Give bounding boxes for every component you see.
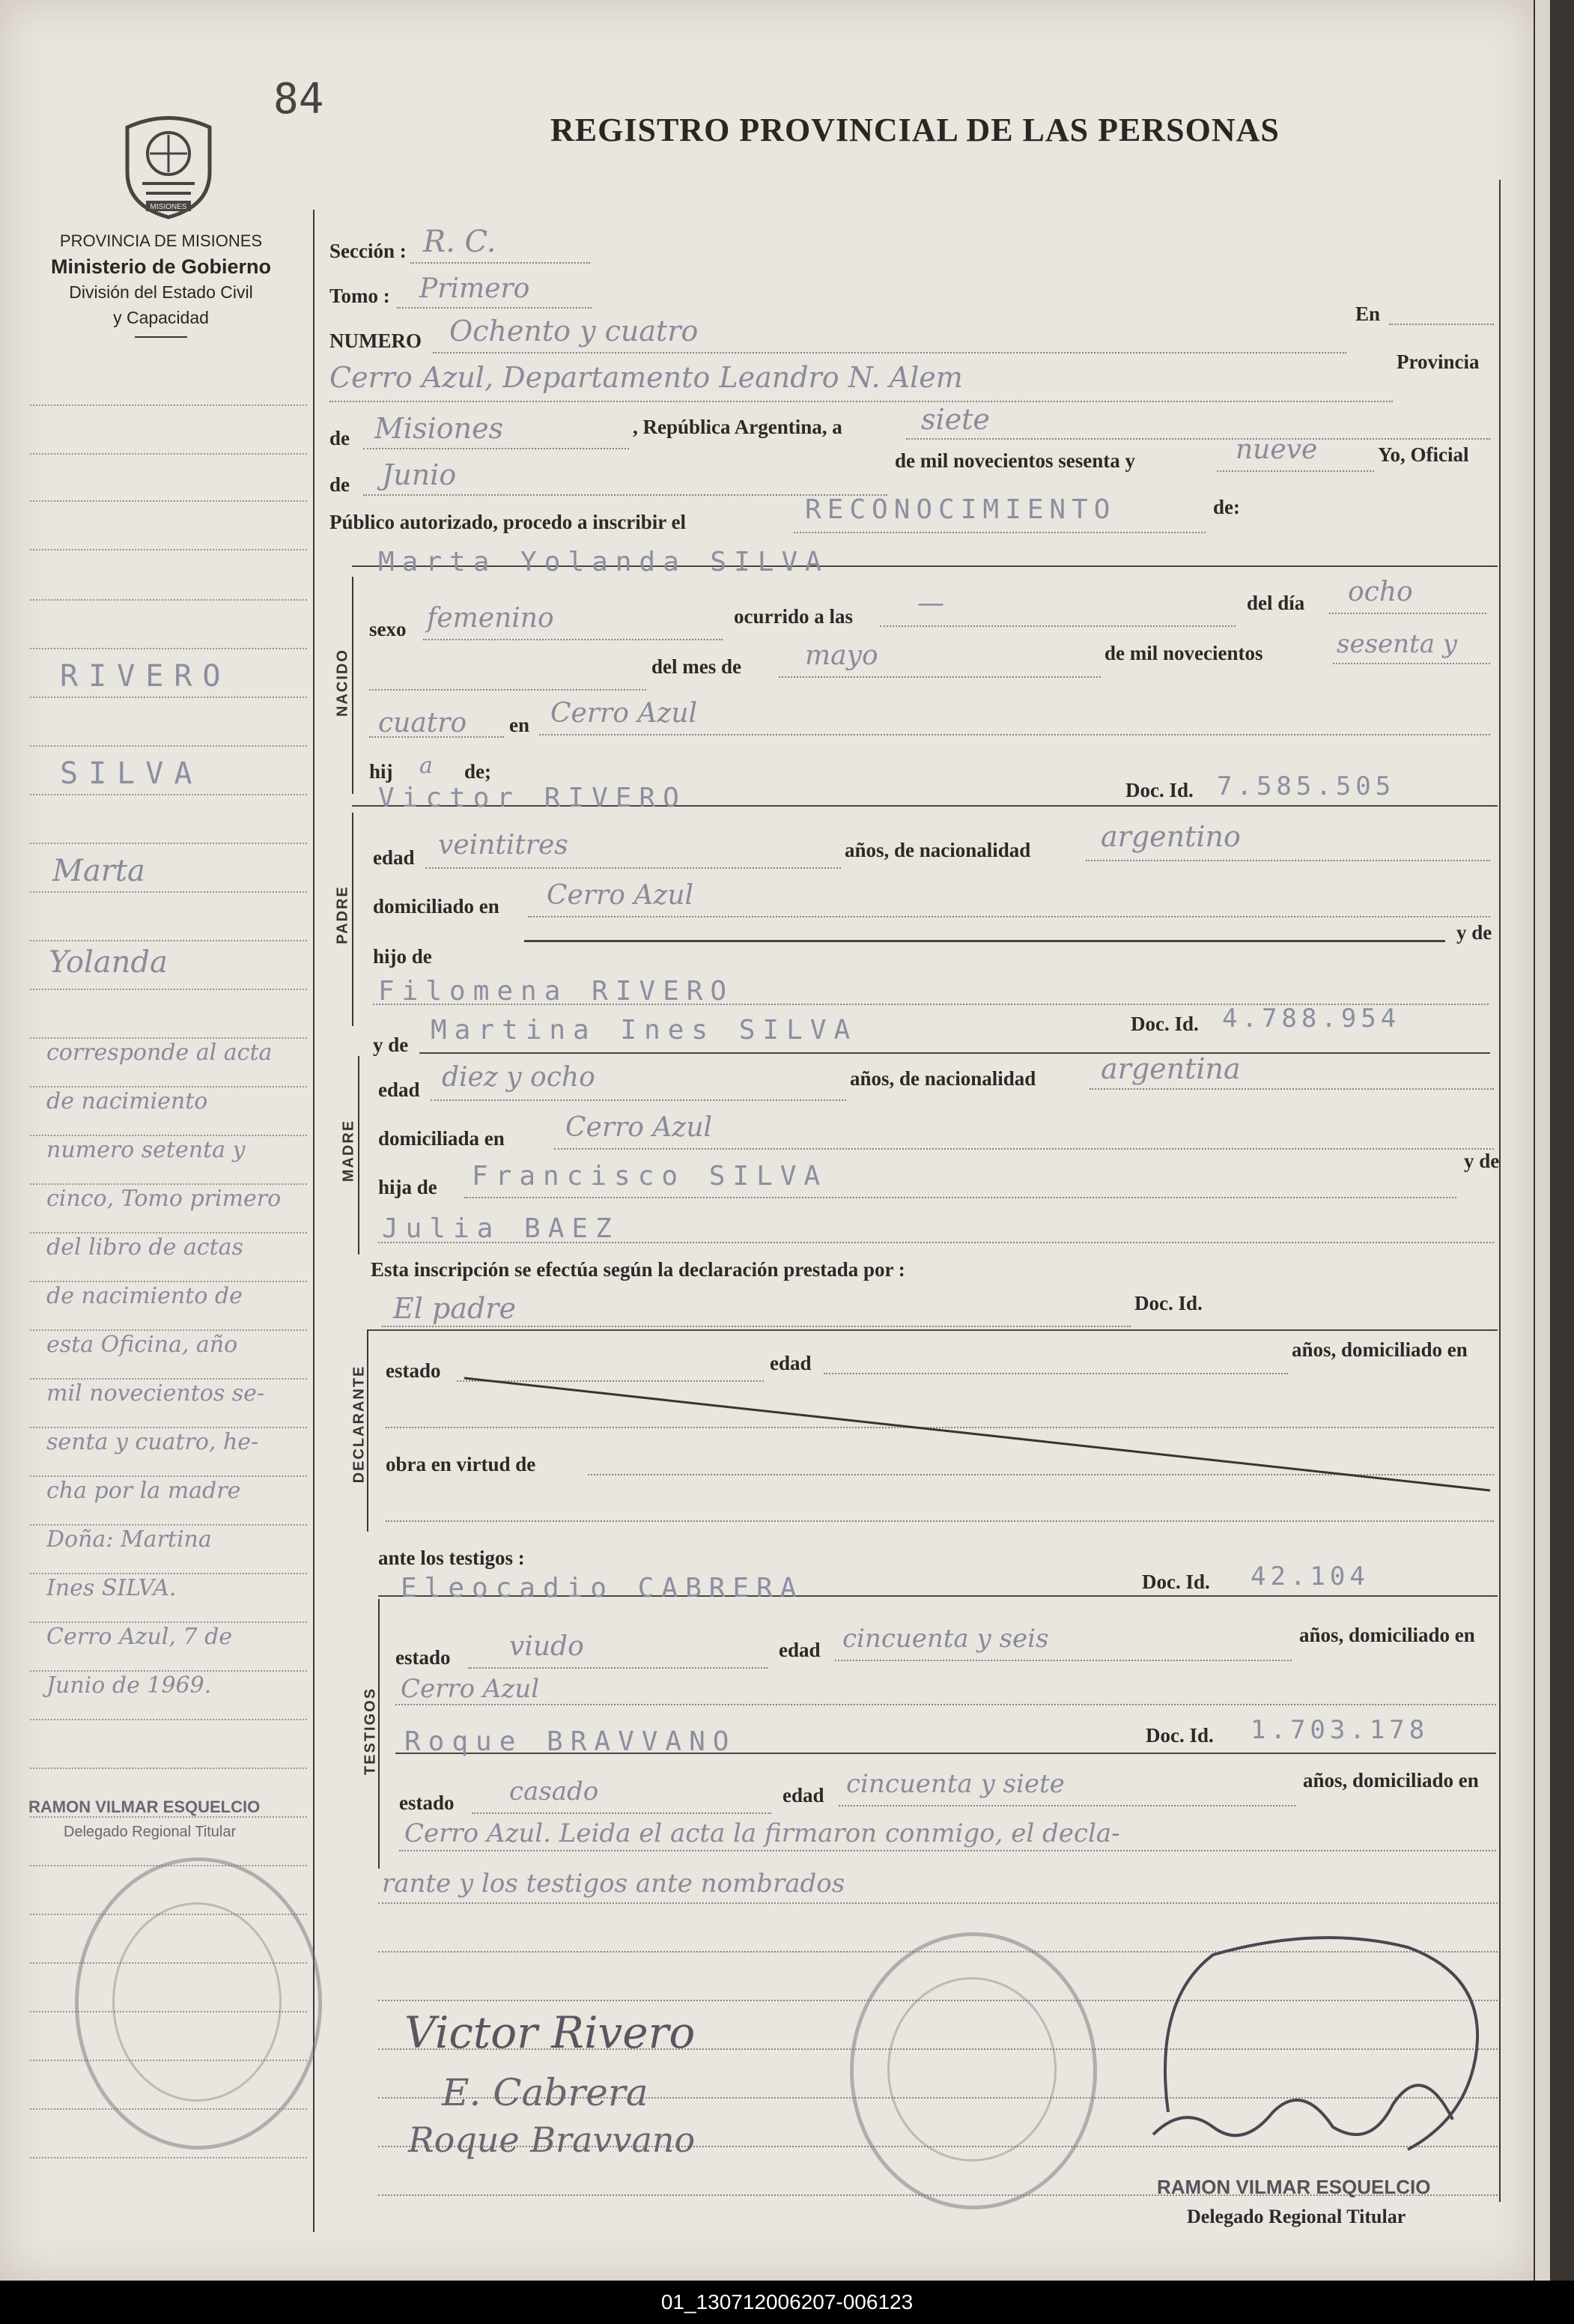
label-testigo-1-edad: edad xyxy=(779,1639,821,1661)
label-testigo-1-anos-dom: años, domiciliado en xyxy=(1299,1624,1475,1646)
value-testigo-2-doc: 1.703.178 xyxy=(1251,1715,1429,1745)
section-padre: PADRE xyxy=(334,885,351,944)
label-padre-y-de: y de xyxy=(1456,921,1492,944)
value-madre-y-de: Julia BAEZ xyxy=(382,1213,619,1244)
label-seccion: Sección : xyxy=(329,240,407,262)
section-nacido: NACIDO xyxy=(334,649,351,717)
official-stamp-name: RAMON VILMAR ESQUELCIO xyxy=(1157,2176,1431,2198)
margin-nombre-2: Yolanda xyxy=(49,945,168,980)
svg-text:MISIONES: MISIONES xyxy=(150,203,187,211)
value-padre-dom: Cerro Azul xyxy=(547,880,694,911)
value-testigo-2-estado: casado xyxy=(509,1777,599,1806)
value-madre-edad: diez y ocho xyxy=(442,1062,595,1093)
label-en-nac: en xyxy=(509,714,529,736)
label-mil-nov: de mil novecientos xyxy=(1104,642,1263,664)
margin-nota-13: Junio de 1969. xyxy=(46,1672,212,1699)
label-republica: , República Argentina, a xyxy=(633,416,842,438)
label-numero: NUMERO xyxy=(329,330,422,352)
value-padre-nombre: Victor RIVERO xyxy=(378,783,687,813)
label-ante-testigos: ante los testigos : xyxy=(378,1547,525,1569)
header-province: PROVINCIA DE MISIONES xyxy=(59,231,263,250)
label-testigo-2-estado: estado xyxy=(399,1791,455,1814)
value-numero: Ochento y cuatro xyxy=(449,315,699,348)
section-madre: MADRE xyxy=(340,1119,357,1183)
signature-testigo-2: Roque Bravvano xyxy=(408,2120,696,2160)
signature-testigo-1: E. Cabrera xyxy=(442,2071,648,2114)
margin-nota-7: mil novecientos se- xyxy=(46,1380,265,1407)
value-acto: RECONOCIMIENTO xyxy=(805,494,1116,525)
label-obra: obra en virtud de xyxy=(386,1453,536,1475)
value-madre-doc: 4.788.954 xyxy=(1222,1004,1401,1034)
margin-nota-5: de nacimiento de xyxy=(46,1283,243,1309)
label-madre-y-de-2: y de xyxy=(1464,1150,1500,1172)
label-testigo-1-doc: Doc. Id. xyxy=(1142,1571,1210,1593)
label-padre-hijo-de: hijo de xyxy=(373,945,432,968)
declarante-cross-out xyxy=(449,1363,1498,1498)
value-declarante: El padre xyxy=(393,1292,516,1325)
value-testigo-2-dom: Cerro Azul. Leida el acta la firmaron conmigo, el decla- xyxy=(404,1818,1120,1848)
label-testigo-2-anos-dom: años, domiciliado en xyxy=(1303,1769,1479,1791)
label-padre-doc: Doc. Id. xyxy=(1125,779,1194,801)
value-provincia: Misiones xyxy=(374,412,504,445)
margin-nota-6: esta Oficina, año xyxy=(46,1332,238,1358)
label-hij: hij xyxy=(369,760,393,783)
value-tomo: Primero xyxy=(419,273,530,304)
value-madre-hija-de: Francisco SILVA xyxy=(472,1161,828,1192)
value-madre-nombre: Martina Ines SILVA xyxy=(431,1015,858,1046)
official-stamp-left-title: Delegado Regional Titular xyxy=(64,1824,237,1840)
image-caption: 01_130712006207-006123 xyxy=(0,2281,1574,2324)
value-anio: nueve xyxy=(1236,434,1318,465)
value-testigo-2-edad: cincuenta y siete xyxy=(846,1769,1065,1799)
label-de-colon: de: xyxy=(1213,496,1240,518)
value-testigo-1-doc: 42.104 xyxy=(1251,1562,1370,1592)
header-division: División del Estado Civil xyxy=(69,282,253,302)
value-madre-nac: argentina xyxy=(1101,1052,1241,1085)
value-testigo-2: Roque BRAVVANO xyxy=(404,1726,737,1757)
margin-nota-10: Doña: Martina xyxy=(46,1526,212,1553)
label-de-semi: de; xyxy=(464,760,491,783)
coat-of-arms-icon xyxy=(112,112,225,221)
official-signature xyxy=(1123,1925,1513,2172)
label-declaracion: Esta inscripción se efectúa según la declaración prestada por : xyxy=(371,1258,905,1281)
label-del-mes: del mes de xyxy=(651,655,741,678)
label-madre-edad: edad xyxy=(378,1078,420,1101)
value-padre-doc: 7.585.505 xyxy=(1217,771,1396,801)
value-lugar: Cerro Azul, Departamento Leandro N. Alem xyxy=(329,361,963,394)
label-declarante-estado: estado xyxy=(386,1359,441,1382)
value-hora: — xyxy=(917,588,944,619)
label-ocurrido: ocurrido a las xyxy=(734,605,853,628)
value-anio-nac-1: sesenta y xyxy=(1337,629,1457,659)
margin-nota-2: numero setenta y xyxy=(46,1137,246,1163)
value-testigo-1: Eleocadio CABRERA xyxy=(401,1573,804,1604)
value-anio-nac-2: cuatro xyxy=(378,708,467,738)
header-ministry: Ministerio de Gobierno xyxy=(50,255,272,278)
value-madre-dom: Cerro Azul xyxy=(565,1112,713,1143)
value-mes: Junio xyxy=(382,458,457,491)
official-stamp-title: Delegado Regional Titular xyxy=(1187,2206,1406,2227)
folio-number: 84 xyxy=(273,75,324,124)
label-provincia: Provincia xyxy=(1397,351,1480,373)
margin-apellido-2: SILVA xyxy=(60,756,203,791)
value-cierre: rante y los testigos ante nombrados xyxy=(382,1869,845,1899)
margin-nota-8: senta y cuatro, he- xyxy=(46,1429,259,1455)
label-madre-hija-de: hija de xyxy=(378,1176,437,1198)
margin-nota-3: cinco, Tomo primero xyxy=(46,1186,282,1212)
label-del-dia: del día xyxy=(1247,592,1305,614)
value-dia: siete xyxy=(921,403,990,436)
label-sexo: sexo xyxy=(369,618,407,640)
label-publico: Público autorizado, procedo a inscribir el xyxy=(329,511,686,533)
label-madre-doc: Doc. Id. xyxy=(1131,1013,1199,1035)
label-testigo-2-doc: Doc. Id. xyxy=(1146,1724,1214,1747)
signature-padre: Victor Rivero xyxy=(404,2007,696,2058)
margin-apellido-1: RIVERO xyxy=(60,659,231,694)
value-nombre: Marta Yolanda SILVA xyxy=(378,547,829,577)
value-lugar-nac: Cerro Azul xyxy=(550,698,698,729)
label-madre-anos-nac: años, de nacionalidad xyxy=(850,1067,1036,1090)
value-padre-nac: argentino xyxy=(1101,820,1241,853)
right-border xyxy=(1499,180,1501,2202)
section-declarante: DECLARANTE xyxy=(350,1365,368,1484)
label-declarante-doc: Doc. Id. xyxy=(1134,1292,1203,1314)
value-hij: a xyxy=(419,753,433,779)
official-stamp-left-name: RAMON VILMAR ESQUELCIO xyxy=(28,1797,261,1816)
label-padre-edad: edad xyxy=(373,846,415,869)
value-padre-hijo-de: Filomena RIVERO xyxy=(378,976,735,1007)
margin-nota-0: corresponde al acta xyxy=(46,1040,273,1066)
label-en: En xyxy=(1355,303,1381,325)
margin-nota-1: de nacimiento xyxy=(46,1088,208,1114)
value-mes-nac: mayo xyxy=(805,640,878,671)
next-page-edge xyxy=(1535,0,1550,2281)
value-testigo-1-edad: cincuenta y seis xyxy=(842,1624,1049,1654)
margin-nombre-1: Marta xyxy=(52,854,145,888)
label-mil-nov-sesenta: de mil novecientos sesenta y xyxy=(895,449,1135,472)
margin-nota-4: del libro de actas xyxy=(46,1234,243,1260)
label-de-provincia: de xyxy=(329,427,350,449)
section-testigos: TESTIGOS xyxy=(362,1687,379,1776)
value-padre-edad: veintitres xyxy=(438,830,568,861)
label-madre-y-de: y de xyxy=(373,1034,409,1056)
value-seccion: R. C. xyxy=(423,225,496,259)
page-title: REGISTRO PROVINCIAL DE LAS PERSONAS xyxy=(550,112,1280,148)
label-de-mes: de xyxy=(329,473,350,496)
header-left xyxy=(15,228,307,338)
value-dia-nac: ocho xyxy=(1348,577,1413,607)
label-declarante-edad: edad xyxy=(770,1352,812,1374)
margin-nota-12: Cerro Azul, 7 de xyxy=(46,1624,233,1650)
label-madre-dom: domiciliada en xyxy=(378,1127,505,1150)
label-padre-dom: domiciliado en xyxy=(373,895,499,917)
label-padre-anos-nac: años, de nacionalidad xyxy=(845,839,1031,861)
label-testigo-1-estado: estado xyxy=(395,1646,451,1669)
header-capacity: y Capacidad xyxy=(113,308,209,327)
label-tomo: Tomo : xyxy=(329,285,390,307)
label-testigo-2-edad: edad xyxy=(783,1784,824,1806)
label-yo-oficial: Yo, Oficial xyxy=(1378,443,1469,466)
margin-nota-11: Ines SILVA. xyxy=(46,1575,177,1601)
value-sexo: femenino xyxy=(427,603,554,634)
margin-divider xyxy=(313,210,315,2232)
value-testigo-1-estado: viudo xyxy=(509,1631,584,1662)
label-declarante-anos-dom: años, domiciliado en xyxy=(1292,1338,1468,1361)
value-testigo-1-dom: Cerro Azul xyxy=(401,1674,540,1704)
margin-nota-9: cha por la madre xyxy=(46,1478,241,1504)
